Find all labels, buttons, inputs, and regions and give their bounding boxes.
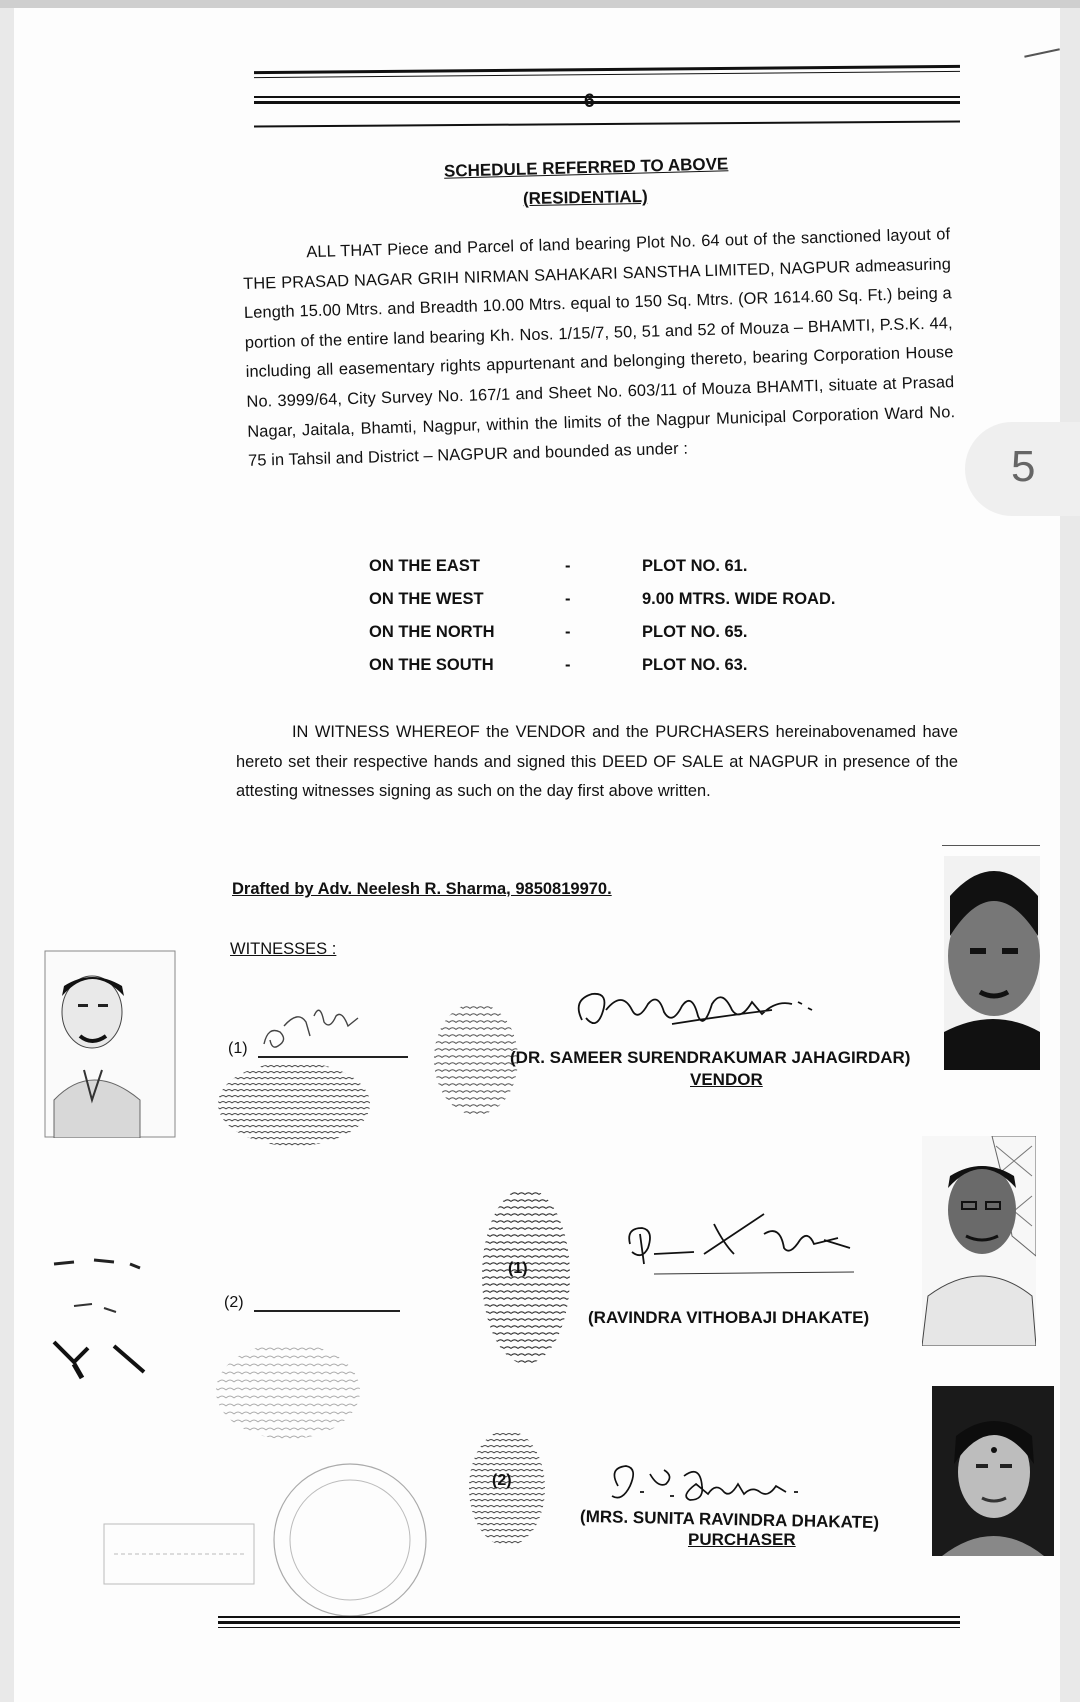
- schedule-subtitle: (RESIDENTIAL): [522, 186, 648, 209]
- boundary-separator: -: [565, 623, 571, 641]
- purchaser-2-signature: [604, 1456, 824, 1512]
- viewer-top-bar: [0, 0, 1080, 8]
- header-rule-mid-thick: [254, 101, 960, 104]
- purchaser-1-number: (1): [508, 1260, 528, 1277]
- witness-2-number: (2): [224, 1294, 244, 1311]
- boundary-value: PLOT NO. 65.: [642, 623, 748, 641]
- purchaser-role: PURCHASER: [688, 1530, 796, 1549]
- footer-rule-1: [218, 1616, 960, 1618]
- purchaser-1-name: (RAVINDRA VITHOBAJI DHAKATE): [588, 1308, 870, 1327]
- vendor-role: VENDOR: [690, 1070, 763, 1089]
- witness-1-thumbprint: [214, 1058, 374, 1150]
- page-indicator-number: 5: [1011, 442, 1036, 491]
- document-page: [14, 8, 1060, 1702]
- witness-2-thumbprint: [210, 1338, 366, 1444]
- witness-clause: IN WITNESS WHEREOF the VENDOR and the PURCHASERS hereinabovenamed have hereto set their respective hands and signed this DEED OF SALE at NAGPUR in presence of the attesting witnesses signing as such on the day first above written.: [236, 723, 958, 800]
- purchaser-1-photo: [922, 1136, 1036, 1346]
- purchaser-1-signature: [614, 1204, 884, 1284]
- page-indicator-badge[interactable]: [965, 422, 1080, 516]
- boundary-separator: -: [565, 656, 571, 674]
- page-number: 6: [584, 91, 595, 112]
- boundary-value: 9.00 MTRS. WIDE ROAD.: [642, 590, 836, 608]
- footer-rule-3: [218, 1627, 960, 1628]
- stamp-seal: [94, 1444, 454, 1620]
- header-rule-mid: [254, 96, 960, 98]
- witness-1-photo: [44, 950, 176, 1138]
- purchaser-2-photo: [932, 1386, 1054, 1556]
- boundary-direction: ON THE NORTH: [369, 623, 495, 641]
- witnesses-label: WITNESSES :: [230, 940, 337, 958]
- witness-2-photo: [44, 1238, 164, 1388]
- vendor-signature: [562, 970, 832, 1040]
- boundary-separator: -: [565, 590, 571, 608]
- witness-1-signature: [258, 996, 368, 1056]
- witness-1-number: (1): [228, 1040, 248, 1057]
- schedule-title: SCHEDULE REFERRED TO ABOVE: [443, 154, 729, 181]
- drafted-side-rule: [942, 845, 1040, 846]
- boundary-value: PLOT NO. 63.: [642, 656, 748, 674]
- boundary-direction: ON THE EAST: [369, 557, 480, 575]
- drafted-by: Drafted by Adv. Neelesh R. Sharma, 9850819970.: [232, 880, 612, 898]
- footer-rule-2: [218, 1621, 960, 1624]
- purchaser-2-number: (2): [492, 1472, 512, 1489]
- boundary-direction: ON THE WEST: [369, 590, 484, 608]
- vendor-name: (DR. SAMEER SURENDRAKUMAR JAHAGIRDAR): [510, 1048, 911, 1067]
- vendor-photo: [944, 856, 1040, 1070]
- edge-mark: [1024, 48, 1060, 57]
- boundary-value: PLOT NO. 61.: [642, 557, 748, 575]
- witness-2-signature-line: [254, 1310, 400, 1312]
- header-rule-bottom: [254, 121, 960, 128]
- property-description: ALL THAT Piece and Parcel of land bearing Plot No. 64 out of the sanctioned layout of THE PRASAD NAGAR GRIH NIRMAN SAHAKARI SANSTHA LIMITED, NAGPUR admeasuring Length 15.00 Mtrs. and Breadth 10.00 Mtrs. equal to 150 Sq. Mtrs. (OR 1614.60 Sq. Ft.) being a portion of the entire land bearing Kh. Nos. 1/15/7, 50, 51 and 52 of Mouza – BHAMTI, P.S.K. 44, including all easementary rights appurtenant and belonging thereto, bearing Corporation House No. 3999/64, City Survey No. 167/1 and Sheet No. 603/11 of Mouza BHAMTI, situate at Prasad Nagar, Jaitala, Bhamti, Nagpur, within the limits of the Nagpur Municipal Corporation Ward No. 75 in Tahsil and District – NAGPUR and bounded as under :: [242, 225, 956, 471]
- boundary-direction: ON THE SOUTH: [369, 656, 494, 674]
- boundary-separator: -: [565, 557, 571, 575]
- purchaser-2-name: (MRS. SUNITA RAVINDRA DHAKATE): [579, 1506, 880, 1533]
